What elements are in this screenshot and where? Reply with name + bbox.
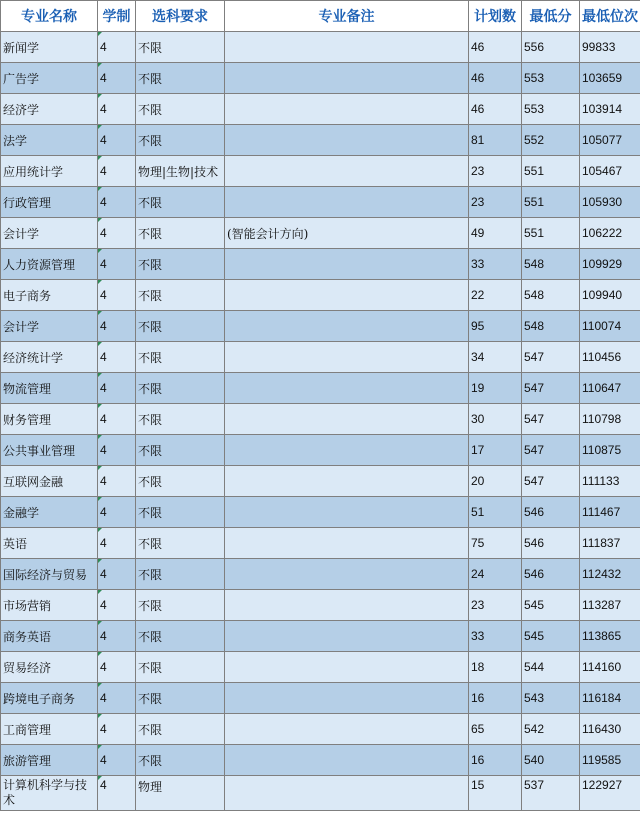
subject-requirement-cell: 不限	[136, 466, 225, 497]
min-rank-cell: 109940	[580, 280, 640, 311]
table-row	[1, 63, 640, 94]
min-score-cell: 544	[522, 652, 580, 683]
table-row	[1, 497, 640, 528]
min-score-cell: 547	[522, 466, 580, 497]
min-rank-cell: 105930	[580, 187, 640, 218]
plan-count-cell: 16	[469, 683, 522, 714]
major-note-cell	[225, 156, 469, 187]
major-note-cell: (智能会计方向)	[225, 218, 469, 249]
header-major-name: 专业名称	[1, 1, 98, 32]
duration-cell: 4	[98, 528, 136, 559]
min-score-cell: 546	[522, 497, 580, 528]
table-row	[1, 218, 640, 249]
duration-cell: 4	[98, 683, 136, 714]
major-name-cell: 物流管理	[1, 373, 98, 404]
major-note-cell	[225, 559, 469, 590]
major-name-cell: 新闻学	[1, 32, 98, 63]
major-note-cell	[225, 373, 469, 404]
min-rank-cell: 122927	[580, 776, 640, 811]
duration-cell: 4	[98, 776, 136, 811]
subject-requirement-cell: 不限	[136, 559, 225, 590]
subject-requirement-cell: 不限	[136, 528, 225, 559]
plan-count-cell: 46	[469, 32, 522, 63]
duration-cell: 4	[98, 745, 136, 776]
major-note-cell	[225, 404, 469, 435]
major-note-cell	[225, 497, 469, 528]
plan-count-cell: 46	[469, 63, 522, 94]
duration-cell: 4	[98, 280, 136, 311]
plan-count-cell: 23	[469, 590, 522, 621]
subject-requirement-cell: 不限	[136, 373, 225, 404]
subject-requirement-cell: 不限	[136, 714, 225, 745]
table-row	[1, 32, 640, 63]
duration-cell: 4	[98, 621, 136, 652]
major-name-cell: 应用统计学	[1, 156, 98, 187]
major-note-cell	[225, 342, 469, 373]
min-rank-cell: 111467	[580, 497, 640, 528]
major-note-cell	[225, 776, 469, 811]
plan-count-cell: 46	[469, 94, 522, 125]
table-row	[1, 280, 640, 311]
duration-cell: 4	[98, 342, 136, 373]
duration-cell: 4	[98, 466, 136, 497]
header-row	[1, 1, 640, 32]
header-major-note: 专业备注	[225, 1, 469, 32]
table-row	[1, 652, 640, 683]
major-name-cell: 会计学	[1, 311, 98, 342]
subject-requirement-cell: 不限	[136, 94, 225, 125]
plan-count-cell: 18	[469, 652, 522, 683]
table-row	[1, 745, 640, 776]
plan-count-cell: 30	[469, 404, 522, 435]
table-row	[1, 559, 640, 590]
major-name-cell: 商务英语	[1, 621, 98, 652]
min-rank-cell: 99833	[580, 32, 640, 63]
min-rank-cell: 111133	[580, 466, 640, 497]
subject-requirement-cell: 不限	[136, 342, 225, 373]
table-row	[1, 311, 640, 342]
subject-requirement-cell: 不限	[136, 683, 225, 714]
duration-cell: 4	[98, 125, 136, 156]
major-name-cell: 行政管理	[1, 187, 98, 218]
major-name-cell: 国际经济与贸易	[1, 559, 98, 590]
table-row	[1, 156, 640, 187]
plan-count-cell: 23	[469, 156, 522, 187]
major-name-cell: 广告学	[1, 63, 98, 94]
subject-requirement-cell: 不限	[136, 125, 225, 156]
major-note-cell	[225, 590, 469, 621]
duration-cell: 4	[98, 32, 136, 63]
min-rank-cell: 110456	[580, 342, 640, 373]
min-rank-cell: 116430	[580, 714, 640, 745]
table-row	[1, 621, 640, 652]
table-row	[1, 466, 640, 497]
header-min-score: 最低分	[522, 1, 580, 32]
table-row	[1, 342, 640, 373]
min-score-cell: 551	[522, 218, 580, 249]
table-row	[1, 528, 640, 559]
duration-cell: 4	[98, 559, 136, 590]
major-name-cell: 财务管理	[1, 404, 98, 435]
major-name-cell: 金融学	[1, 497, 98, 528]
min-rank-cell: 114160	[580, 652, 640, 683]
min-score-cell: 543	[522, 683, 580, 714]
min-rank-cell: 109929	[580, 249, 640, 280]
table-row	[1, 94, 640, 125]
min-score-cell: 548	[522, 280, 580, 311]
subject-requirement-cell: 不限	[136, 745, 225, 776]
min-score-cell: 553	[522, 63, 580, 94]
duration-cell: 4	[98, 435, 136, 466]
major-name-cell: 电子商务	[1, 280, 98, 311]
major-name-cell: 人力资源管理	[1, 249, 98, 280]
plan-count-cell: 19	[469, 373, 522, 404]
subject-requirement-cell: 不限	[136, 249, 225, 280]
subject-requirement-cell: 不限	[136, 404, 225, 435]
major-note-cell	[225, 249, 469, 280]
plan-count-cell: 15	[469, 776, 522, 811]
min-rank-cell: 103659	[580, 63, 640, 94]
duration-cell: 4	[98, 652, 136, 683]
min-rank-cell: 116184	[580, 683, 640, 714]
major-name-cell: 旅游管理	[1, 745, 98, 776]
major-note-cell	[225, 311, 469, 342]
min-rank-cell: 112432	[580, 559, 640, 590]
table-row	[1, 776, 640, 811]
plan-count-cell: 95	[469, 311, 522, 342]
major-note-cell	[225, 280, 469, 311]
table-row	[1, 714, 640, 745]
major-note-cell	[225, 652, 469, 683]
plan-count-cell: 33	[469, 621, 522, 652]
major-name-cell: 公共事业管理	[1, 435, 98, 466]
major-note-cell	[225, 745, 469, 776]
table-row	[1, 404, 640, 435]
plan-count-cell: 49	[469, 218, 522, 249]
major-note-cell	[225, 466, 469, 497]
min-rank-cell: 110798	[580, 404, 640, 435]
major-note-cell	[225, 435, 469, 466]
plan-count-cell: 51	[469, 497, 522, 528]
table-row	[1, 125, 640, 156]
subject-requirement-cell: 不限	[136, 218, 225, 249]
major-note-cell	[225, 32, 469, 63]
major-name-cell: 会计学	[1, 218, 98, 249]
plan-count-cell: 24	[469, 559, 522, 590]
subject-requirement-cell: 不限	[136, 32, 225, 63]
major-name-cell: 互联网金融	[1, 466, 98, 497]
min-score-cell: 556	[522, 32, 580, 63]
duration-cell: 4	[98, 187, 136, 218]
table-row	[1, 187, 640, 218]
header-subject-requirement: 选科要求	[136, 1, 225, 32]
min-score-cell: 551	[522, 187, 580, 218]
major-note-cell	[225, 187, 469, 218]
min-rank-cell: 119585	[580, 745, 640, 776]
min-rank-cell: 111837	[580, 528, 640, 559]
plan-count-cell: 16	[469, 745, 522, 776]
min-score-cell: 547	[522, 373, 580, 404]
plan-count-cell: 17	[469, 435, 522, 466]
major-name-cell: 工商管理	[1, 714, 98, 745]
major-note-cell	[225, 63, 469, 94]
subject-requirement-cell: 不限	[136, 435, 225, 466]
min-score-cell: 547	[522, 342, 580, 373]
plan-count-cell: 75	[469, 528, 522, 559]
min-score-cell: 547	[522, 404, 580, 435]
header-duration: 学制	[98, 1, 136, 32]
min-score-cell: 540	[522, 745, 580, 776]
duration-cell: 4	[98, 249, 136, 280]
min-score-cell: 546	[522, 528, 580, 559]
min-score-cell: 548	[522, 249, 580, 280]
duration-cell: 4	[98, 156, 136, 187]
plan-count-cell: 65	[469, 714, 522, 745]
table-row	[1, 590, 640, 621]
min-rank-cell: 105467	[580, 156, 640, 187]
min-score-cell: 551	[522, 156, 580, 187]
subject-requirement-cell: 不限	[136, 311, 225, 342]
duration-cell: 4	[98, 497, 136, 528]
major-name-cell: 跨境电子商务	[1, 683, 98, 714]
plan-count-cell: 33	[469, 249, 522, 280]
subject-requirement-cell: 不限	[136, 497, 225, 528]
min-score-cell: 553	[522, 94, 580, 125]
duration-cell: 4	[98, 63, 136, 94]
plan-count-cell: 34	[469, 342, 522, 373]
table-row	[1, 683, 640, 714]
min-rank-cell: 113287	[580, 590, 640, 621]
min-rank-cell: 110875	[580, 435, 640, 466]
subject-requirement-cell: 不限	[136, 652, 225, 683]
min-rank-cell: 110074	[580, 311, 640, 342]
min-rank-cell: 106222	[580, 218, 640, 249]
major-name-cell: 英语	[1, 528, 98, 559]
subject-requirement-cell: 不限	[136, 621, 225, 652]
table-row	[1, 373, 640, 404]
major-name-cell: 贸易经济	[1, 652, 98, 683]
major-note-cell	[225, 714, 469, 745]
duration-cell: 4	[98, 590, 136, 621]
duration-cell: 4	[98, 311, 136, 342]
plan-count-cell: 22	[469, 280, 522, 311]
subject-requirement-cell: 不限	[136, 280, 225, 311]
major-note-cell	[225, 94, 469, 125]
duration-cell: 4	[98, 218, 136, 249]
major-name-cell: 市场营销	[1, 590, 98, 621]
duration-cell: 4	[98, 94, 136, 125]
major-note-cell	[225, 528, 469, 559]
table-row	[1, 249, 640, 280]
min-rank-cell: 105077	[580, 125, 640, 156]
major-note-cell	[225, 621, 469, 652]
min-score-cell: 537	[522, 776, 580, 811]
major-name-cell: 经济学	[1, 94, 98, 125]
min-score-cell: 542	[522, 714, 580, 745]
min-score-cell: 552	[522, 125, 580, 156]
header-min-rank: 最低位次	[580, 1, 640, 32]
major-name-cell: 法学	[1, 125, 98, 156]
subject-requirement-cell: 物理	[136, 776, 225, 811]
subject-requirement-cell: 不限	[136, 590, 225, 621]
major-name-cell: 计算机科学与技术	[1, 776, 98, 811]
duration-cell: 4	[98, 404, 136, 435]
major-note-cell	[225, 125, 469, 156]
min-rank-cell: 103914	[580, 94, 640, 125]
subject-requirement-cell: 物理|生物|技术	[136, 156, 225, 187]
min-score-cell: 548	[522, 311, 580, 342]
major-name-cell: 经济统计学	[1, 342, 98, 373]
min-score-cell: 546	[522, 559, 580, 590]
header-plan-count: 计划数	[469, 1, 522, 32]
table-row	[1, 435, 640, 466]
subject-requirement-cell: 不限	[136, 187, 225, 218]
min-score-cell: 545	[522, 590, 580, 621]
major-note-cell	[225, 683, 469, 714]
min-rank-cell: 110647	[580, 373, 640, 404]
subject-requirement-cell: 不限	[136, 63, 225, 94]
duration-cell: 4	[98, 373, 136, 404]
plan-count-cell: 81	[469, 125, 522, 156]
min-score-cell: 547	[522, 435, 580, 466]
plan-count-cell: 23	[469, 187, 522, 218]
duration-cell: 4	[98, 714, 136, 745]
min-rank-cell: 113865	[580, 621, 640, 652]
min-score-cell: 545	[522, 621, 580, 652]
plan-count-cell: 20	[469, 466, 522, 497]
